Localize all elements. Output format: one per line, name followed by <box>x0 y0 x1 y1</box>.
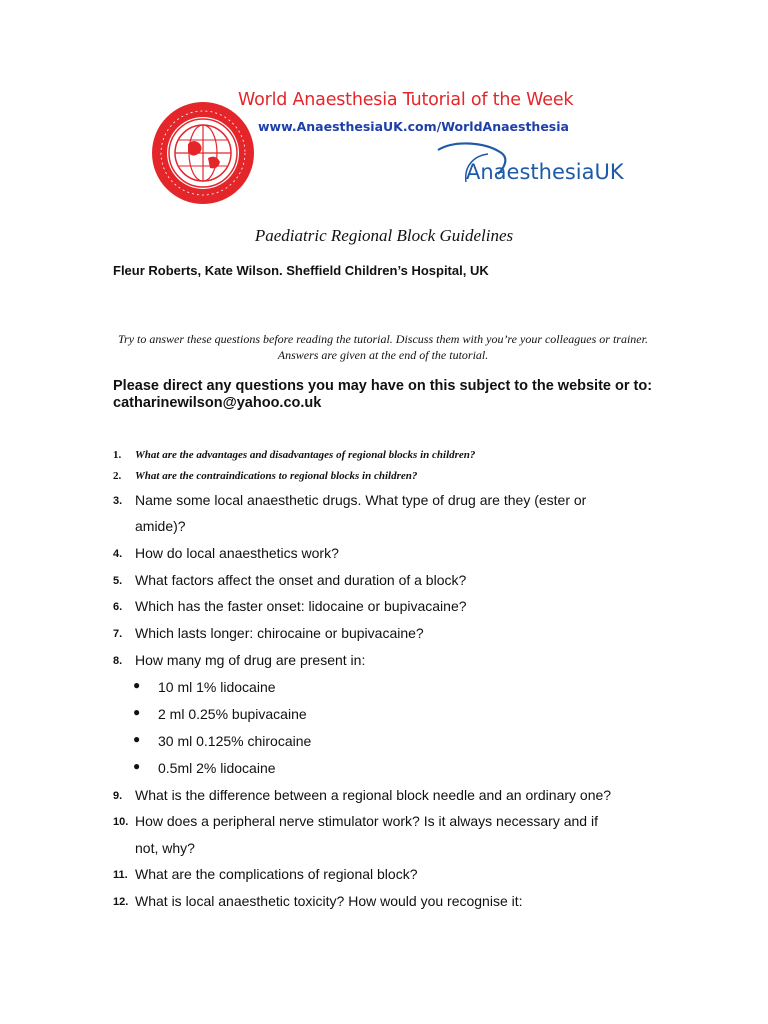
website-link[interactable]: www.AnaesthesiaUK.com/WorldAnaesthesia <box>258 119 569 134</box>
wfsa-seal-icon <box>150 100 256 206</box>
document-page: World Anaesthesia Tutorial of the Week www.AnaesthesiaUK.com/WorldAnaesthesia AnaesthesiaUK Paediatric Regional Block Guidelines Fleur Roberts, Kate Wilson. Sheffield Children’s Hospital, UK Try to answer these questions before reading the tutorial. Discuss them with you’re your colleagues or trainer. Answers are given at the end of the tutorial. Please direct any questions you may have on this subject to the website or to: catharinewilson@yahoo.co.uk 1. What are the advantages and disadvantages of regional blocks in children? 2. What are the contraindications to regional blocks in children? 3. Name some local anaesthetic drugs. What type of drug are they (ester or amide)? 4. How do local anaesthetics work? 5. What factors affect the onset and duration of a block? 6. Which has the faster onset: lidocaine or bupivacaine? 7. Which lasts longer: chirocaine or bupivacaine? 8. How many mg of drug are present in: ● 10 ml 1% lidocaine ● 2 ml 0.25% bupivacaine ● 30 ml 0.125% chirocaine ● 0.5ml 2% lidocaine 9. What is the difference between a regional block needle and an ordinary one? 10. How does a peripheral nerve stimulator work? Is it always necessary and if not, why? 11. What are the complications of regional block? 12. What is local anaesthetic toxicity? How would you recognise it: <box>0 0 768 1024</box>
anaesthesia-uk-logo: AnaesthesiaUK <box>466 160 624 184</box>
intro-text: Try to answer these questions before reading the tutorial. Discuss them with you’re your colleagues or trainer. Answers are given at the end of the tutorial. <box>118 332 648 362</box>
contact-email[interactable]: catharinewilson@yahoo.co.uk <box>113 395 322 411</box>
contact-note <box>113 378 673 412</box>
contact-text: Please direct any questions you may have on this subject to the website or to: <box>113 378 653 394</box>
authors: Fleur Roberts, Kate Wilson. Sheffield Children’s Hospital, UK <box>113 263 489 278</box>
tutorial-title: World Anaesthesia Tutorial of the Week <box>238 90 574 110</box>
page-title: Paediatric Regional Block Guidelines <box>254 226 514 245</box>
